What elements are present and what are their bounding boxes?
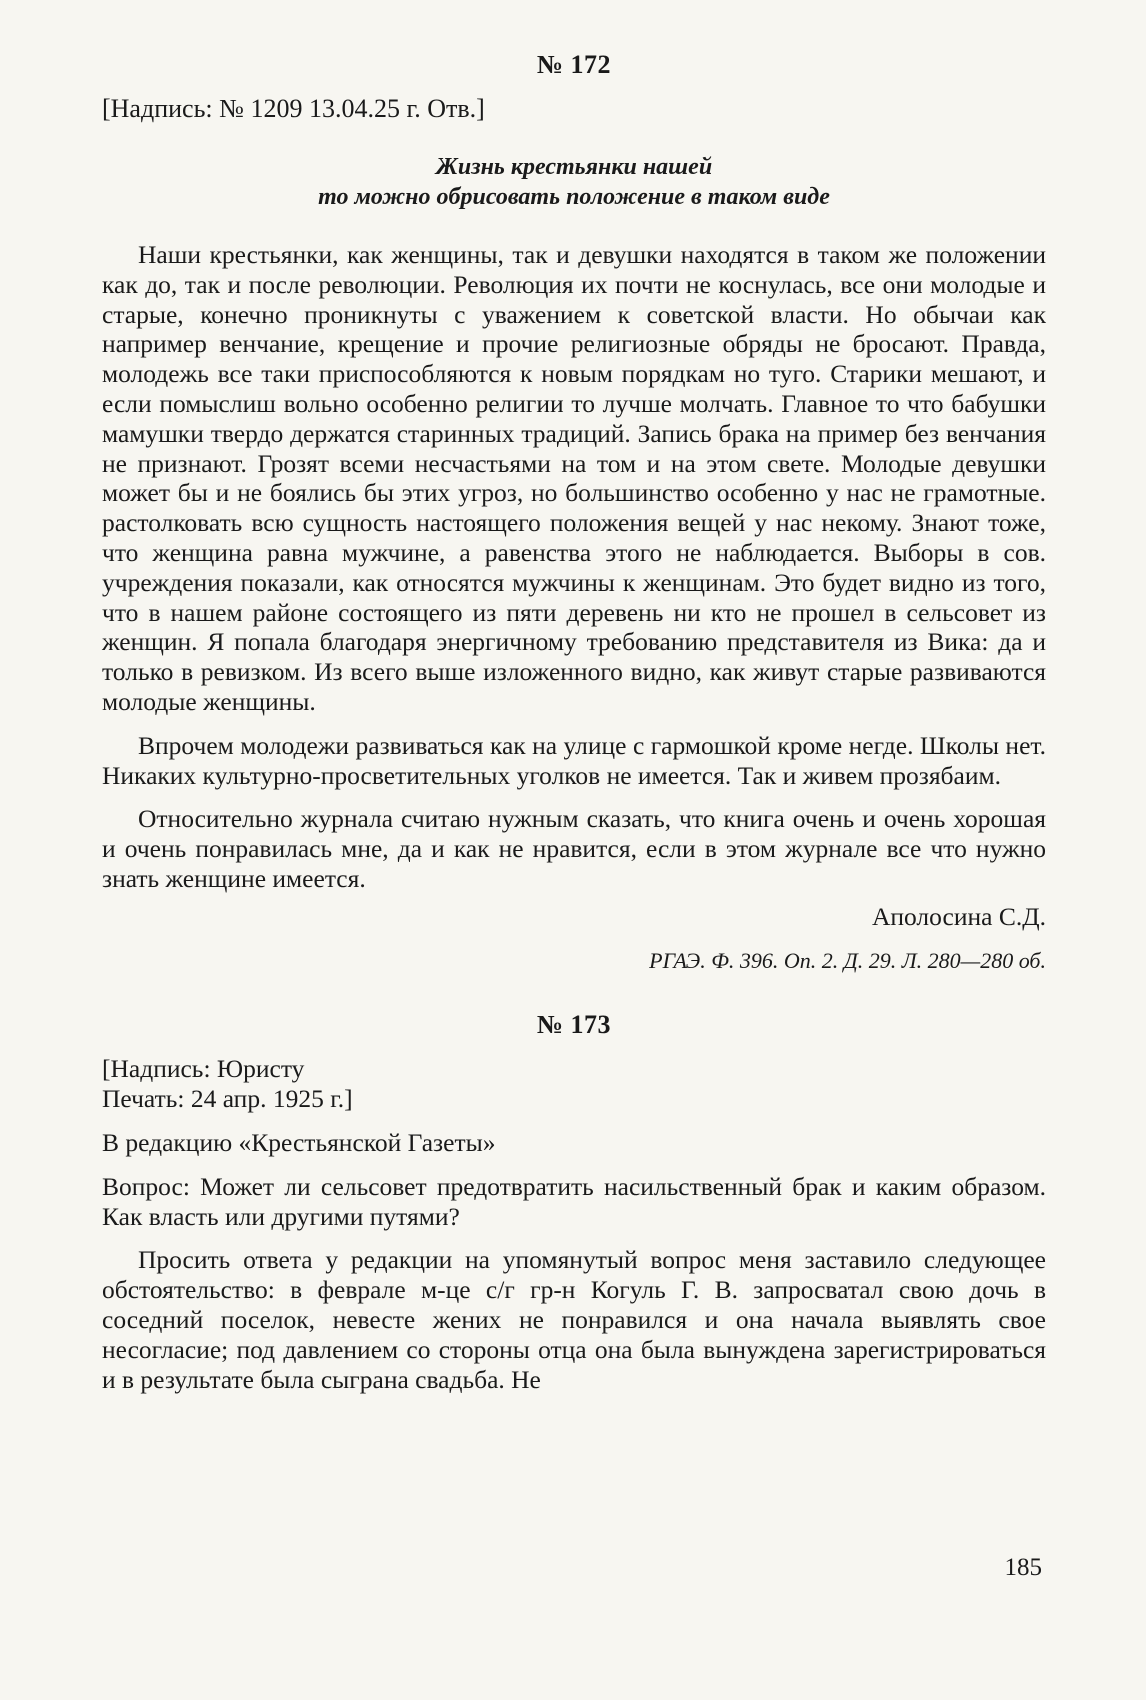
inscription-note-173: [102, 1054, 1046, 1114]
document-number-172: № 172: [536, 50, 612, 79]
letter-addressee: В редакцию «Крестьянской Газеты»: [102, 1127, 496, 1157]
inscription-note-172: [Надпись: № 1209 13.04.25 г. Отв.]: [102, 94, 485, 123]
letter-paragraph-1: Наши крестьянки, как женщины, так и девушки находятся в таком же положении как до, так и после революции. Революция их почти не коснулась, все они молодые и старые, конечно проникнуты с уважением к советской власти. Но обычаи как например венчание, крещение и прочие религиозные обряды не бросают. Правда, молодежь все таки приспособляются к новым порядкам но туго. Старики мешают, и если помыслиш вольно особенно религии то лучше молчать. Главное то что бабушки мамушки твердо держатся старинных традиций. Запись брака на пример без венчания не признают. Грозят всеми несчастьями на том и на этом свете. Молодые девушки может бы и не боялись бы этих угроз, но большинство особенно у нас не грамотные. растолковать всю сущность настоящего положения вещей у нас некому. Знают тоже, что женщина равна мужчине, а равенства этого не наблюдается. Выборы в сов. учреждения показали, как относятся мужчины к женщинам. Это будет видно из того, что в нашем районе состоящего из пяти деревень ни кто не прошел в сельсовет из женщин. Я попала благодаря энергичному требованию представителя из Вика: да и только в ревизком. Из всего выше изложенного видно, как живут старые развиваются молодые женщины.: [102, 240, 1046, 716]
letter-paragraph-2: Впрочем молодежи развиваться как на улице с гармошкой кроме негде. Школы нет. Никаких культурно-просветительных уголков не имеется. Так и живем прозябаим.: [102, 730, 1046, 790]
letter-title-line-2: то можно обрисовать положение в таком виде: [318, 184, 830, 210]
letter-paragraph-3: Относительно журнала считаю нужным сказать, что книга очень и очень хорошая и очень понравилась мне, да и как не нравится, если в этом журнале все что нужно знать женщине имеется.: [102, 804, 1046, 893]
letter-signature: Аполосина С.Д.: [871, 901, 1046, 931]
letter-title-line-1: Жизнь крестьянки нашей: [435, 154, 713, 180]
document-number-173: № 173: [536, 1009, 612, 1039]
letter-question: Вопрос: Может ли сельсовет предотвратить насильственный брак и каким образом. Как власть или другими путями?: [102, 1171, 1046, 1231]
inscription-note-173-line-1: [Надпись: Юристу: [102, 1053, 305, 1083]
inscription-note-173-line-2: Печать: 24 апр. 1925 г.]: [102, 1083, 353, 1113]
page-number: 185: [1004, 1554, 1042, 1581]
archive-source-citation: РГАЭ. Ф. 396. Оп. 2. Д. 29. Л. 280—280 об.: [649, 947, 1046, 973]
letter-body-paragraph: Просить ответа у редакции на упомянутый вопрос меня заставило следующее обстоятельство: в феврале м-це с/г гр-н Когуль Г. В. запросватал свою дочь в соседний поселок, невесте жених не понравился и она начала выявлять свое несогласие; под давлением со стороны отца она была вынуждена зарегистрироваться и в результате была сыграна свадьба. Не: [102, 1245, 1046, 1394]
letter-title: [102, 152, 1046, 212]
